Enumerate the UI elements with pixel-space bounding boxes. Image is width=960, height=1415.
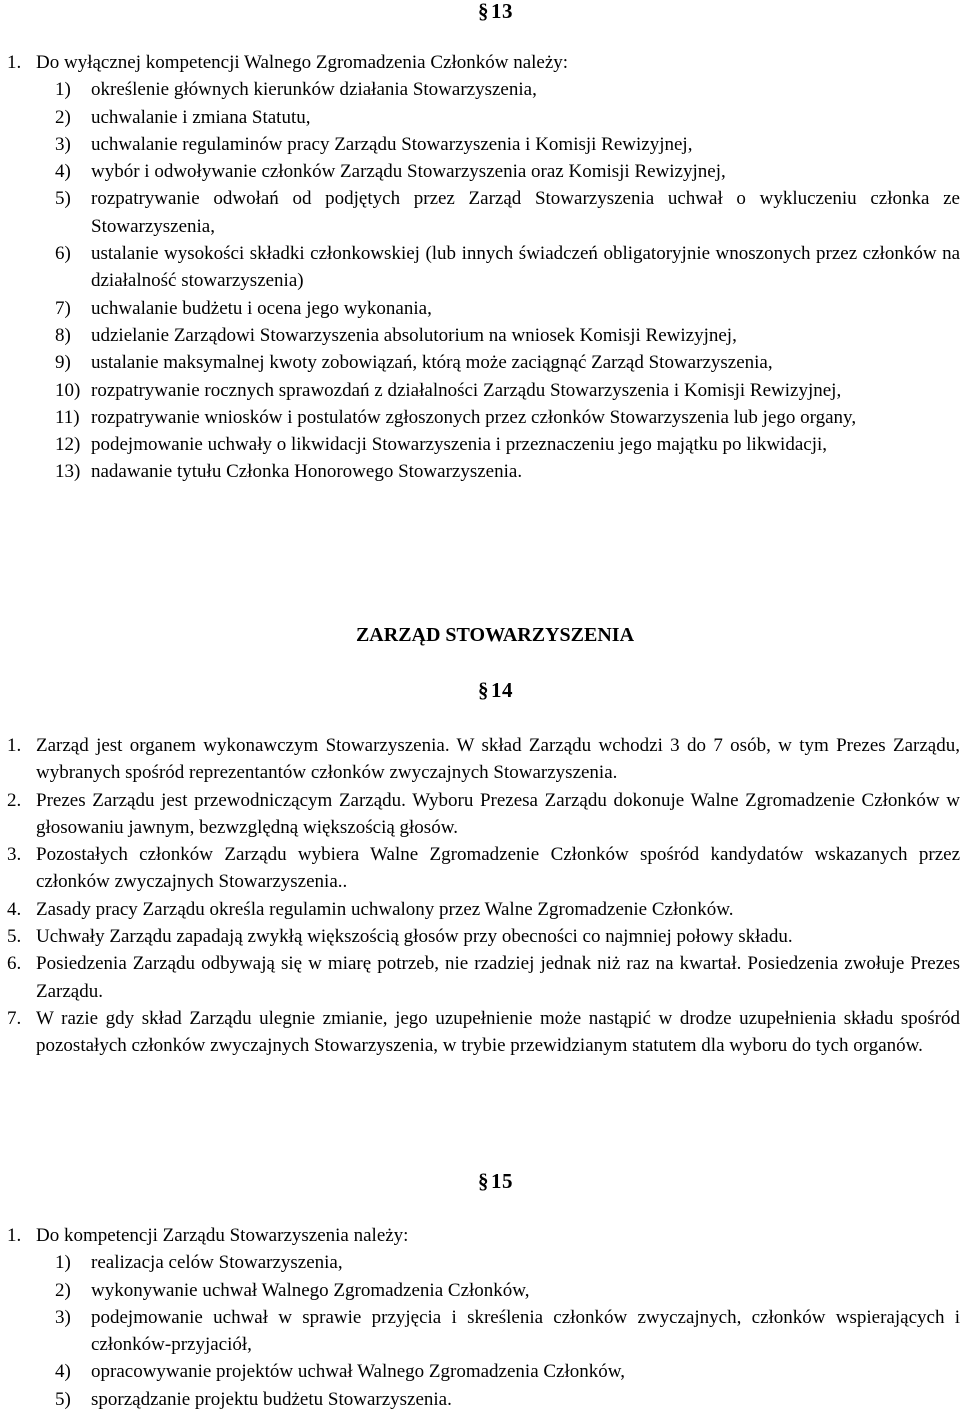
list-item: 8) udzielanie Zarządowi Stowarzyszenia absolutorium na wniosek Komisji Rewizyjnej, [55, 324, 737, 346]
list-item: 1) określenie głównych kierunków działania Stowarzyszenia, [55, 79, 537, 101]
section-14-heading [478, 677, 538, 704]
section-13-body [0, 49, 960, 486]
list-item: 12) podejmowanie uchwały o likwidacji Stowarzyszenia i przeznaczeniu jego majątku po likwidacji, [55, 434, 827, 456]
section-13-number: 13 [491, 0, 513, 23]
section-15-number: 15 [491, 1169, 513, 1193]
point-number: 1. [7, 1225, 22, 1246]
section-13-heading [478, 0, 538, 25]
point-text: Do wyłącznej kompetencji Walnego Zgromadzenia Członków należy: [36, 52, 569, 73]
list-item: 1) realizacja celów Stowarzyszenia, [55, 1252, 343, 1274]
list-item: 10) rozpatrywanie rocznych sprawozdań z działalności Zarządu Stowarzyszenia i Komisji Rewizyjnej, [55, 379, 842, 401]
section-15-heading [478, 1168, 538, 1195]
section-14-point: 4. Zasady pracy Zarządu określa regulamin uchwalony przez Walne Zgromadzenie Członków. [7, 898, 734, 920]
section-14-number: 14 [491, 678, 513, 702]
section-14-point: 7. W razie gdy skład Zarządu ulegnie zmianie, jego uzupełnienie może nastąpić w drodze uzupełnienia składu spośród pozostałych członków zwyczajnych Stowarzyszenia, w trybie przewidzianym statutem dla wyboru do tych organów. [7, 1007, 960, 1057]
list-item: 5) rozpatrywanie odwołań od podjętych przez Zarząd Stowarzyszenia uchwał o wykluczeniu członka ze Stowarzyszenia, [55, 188, 960, 237]
list-item: 4) wybór i odwoływanie członków Zarządu Stowarzyszenia oraz Komisji Rewizyjnej, [55, 161, 726, 183]
list-item: 3) uchwalanie regulaminów pracy Zarządu Stowarzyszenia i Komisji Rewizyjnej, [55, 133, 693, 155]
section-sign: § [478, 678, 489, 702]
list-item: 13) nadawanie tytułu Członka Honorowego Stowarzyszenia. [55, 461, 523, 483]
chapter-heading: ZARZĄD STOWARZYSZENIA [355, 624, 635, 646]
list-item: 3) podejmowanie uchwał w sprawie przyjęcia i skreślenia członków zwyczajnych, członków wspierających i członków-przyjaciół, [55, 1306, 960, 1356]
list-item: 7) uchwalanie budżetu i ocena jego wykonania, [55, 297, 432, 319]
section-14-point: 1. Zarząd jest organem wykonawczym Stowarzyszenia. W skład Zarządu wchodzi 3 do 7 osób, w tym Prezes Zarządu, wybranych spośród reprezentantów członków zwyczajnych Stowarzyszenia. [7, 735, 960, 784]
section-15-point-1 [0, 1222, 960, 1249]
section-14-body [0, 732, 960, 1060]
section-13-point-1 [0, 49, 960, 76]
section-14-point: 6. Posiedzenia Zarządu odbywają się w miarę potrzeb, nie rzadziej jednak niż raz na kwartał. Posiedzenia zwołuje Prezes Zarządu. [7, 953, 960, 1002]
list-item: 6) ustalanie wysokości składki członkowskiej (lub innych świadczeń obligatoryjnie wnoszonych przez członków na działalność stowarzyszenia) [55, 243, 960, 292]
list-item: 2) wykonywanie uchwał Walnego Zgromadzenia Członków, [55, 1279, 530, 1301]
list-item: 5) sporządzanie projektu budżetu Stowarzyszenia. [55, 1388, 452, 1410]
section-14-point: 2. Prezes Zarządu jest przewodniczącym Zarządu. Wyboru Prezesa Zarządu dokonuje Walne Zgromadzenie Członków w głosowaniu jawnym, bezwzględną większością głosów. [7, 789, 960, 838]
list-item: 4) opracowywanie projektów uchwał Walnego Zgromadzenia Członków, [55, 1361, 625, 1383]
section-sign: § [478, 0, 489, 23]
point-number: 1. [7, 52, 22, 73]
list-item: 2) uchwalanie i zmiana Statutu, [55, 106, 311, 128]
section-14-point: 5. Uchwały Zarządu zapadają zwykłą większością głosów przy obecności co najmniej połowy składu. [7, 926, 793, 948]
list-item: 11) rozpatrywanie wniosków i postulatów zgłoszonych przez członków Stowarzyszenia lub jego organy, [55, 406, 857, 428]
section-14-point: 3. Pozostałych członków Zarządu wybiera Walne Zgromadzenie Członków spośród kandydatów wskazanych przez członków zwyczajnych Stowarzyszenia.. [7, 844, 960, 893]
point-text: Do kompetencji Zarządu Stowarzyszenia należy: [36, 1225, 409, 1246]
section-15-body [0, 1222, 960, 1413]
section-sign: § [478, 1169, 489, 1193]
list-item: 9) ustalanie maksymalnej kwoty zobowiązań, którą może zaciągnąć Zarząd Stowarzyszenia, [55, 352, 773, 374]
